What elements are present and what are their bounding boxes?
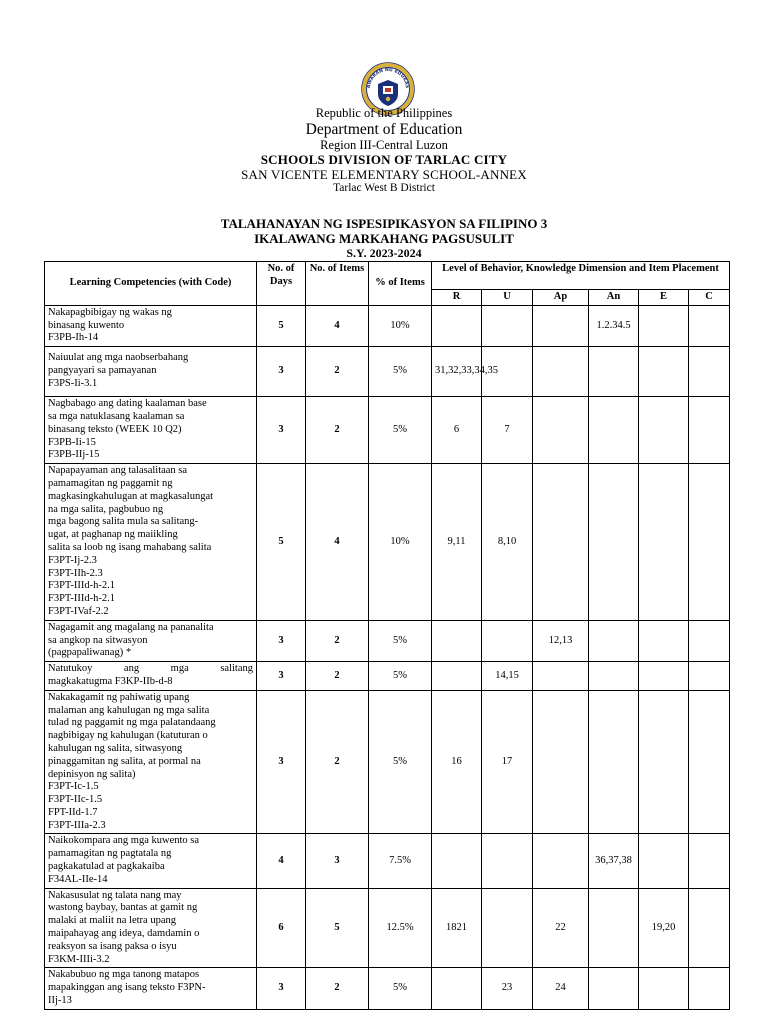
competency-line: F3KM-IIIi-3.2 [48,953,110,965]
table-row [45,888,730,968]
level-cell-e [639,620,689,661]
items-cell: 2 [306,347,369,397]
competency-line: sa angkop na sitwasyon [48,634,148,646]
competency-line: FPT-IId-1.7 [48,806,98,818]
competency-line: Nakasusulat ng talata nang may [48,889,182,901]
level-cell-an [589,620,639,661]
level-cell-an [589,888,639,968]
department-text: Department of Education [305,121,463,138]
header-competencies [45,262,257,306]
document-title: TALAHANAYAN NG ISPESIPIKASYON SA FILIPINO 3 [220,216,548,231]
competency-cell [45,888,257,968]
competency-line: salita sa loob ng isang mahabang salita [48,541,212,553]
level-cell-u [482,888,533,968]
competency-line: mga bagong salita mula sa salitang- [48,516,199,528]
item-number: 1.2.3 [596,319,618,331]
percent-cell: 7.5% [369,834,432,888]
competency-line: pinaggamitan ng salita, at pormal na [48,755,201,767]
republic-text: Republic of the Philippines [315,106,453,120]
items-cell: 4 [306,305,369,346]
item-number: 19, [651,921,665,933]
item-number: 15 [508,669,519,681]
level-cell-e [639,347,689,397]
items-cell: 2 [306,397,369,464]
level-cell-u [482,397,533,464]
level-cell-u [482,968,533,1009]
level-cell-c [689,305,730,346]
header-competencies-line: (with Code) [178,277,232,288]
header-level-u: U [482,290,533,306]
item-number: 8,10 [497,535,517,547]
table-row [45,620,730,661]
competency-line: depinisyon ng salita) [48,768,136,780]
competency-line: F3PT-IIId-h-2.1 [48,593,115,605]
percent-cell: 5% [369,397,432,464]
competency-line: malaki at maliit na letra upang [48,915,176,927]
header-days-line: Days [269,275,293,287]
competency-line: reaksyon sa isang paksa o isyu [48,940,177,952]
items-cell: 2 [306,662,369,691]
school-year: S.Y. 2023-2024 [346,246,422,260]
items-cell: 2 [306,690,369,834]
days-cell: 5 [257,305,306,346]
days-cell: 3 [257,397,306,464]
header-row [45,262,730,290]
level-cell-r [432,305,482,346]
level-cell-r [432,347,498,397]
competency-line: Nakakagamit ng pahiwatig upang [48,691,190,703]
items-cell: 2 [306,968,369,1009]
level-cell-r [432,397,482,464]
table-row [45,662,730,691]
item-number: 18 [446,921,457,933]
competency-line: maipahayag ang ideya, damdamin o [48,928,200,940]
days-cell: 6 [257,888,306,968]
percent-cell: 5% [369,690,432,834]
competency-line: wastong baybay, bantas at gamit ng [48,902,198,914]
document-subtitle: IKALAWANG MARKAHANG PAGSUSULIT [254,231,514,246]
level-cell-c [689,464,730,621]
competency-line: nagbibigay ng kahulugan (katuturan o [48,730,208,742]
level-cell-u [482,662,533,691]
level-cell-r [432,690,482,834]
competency-line: magkasingkahulugan at magkasalungat [48,490,214,502]
level-cell-ap [533,620,589,661]
percent-cell: 5% [369,347,432,397]
level-cell-c [689,347,730,397]
competency-line: Natutukoy ang mga salitang [48,663,253,675]
items-cell: 3 [306,834,369,888]
competency-cell [45,968,257,1009]
competency-line: F3PT-IIh-2.3 [48,567,103,579]
header-level-an: An [589,290,639,306]
level-cell-u [482,834,533,888]
school-text: SAN VICENTE ELEMENTARY SCHOOL-ANNEX [241,167,527,182]
days-cell: 4 [257,834,306,888]
days-cell: 3 [257,968,306,1009]
item-number: 5 [492,365,498,377]
competency-cell [45,464,257,621]
percent-cell: 5% [369,662,432,691]
competency-line: kahulugan ng salita, sitwasyong [48,742,183,754]
header-competencies-line: Learning [69,277,111,288]
item-number: 17 [501,755,513,767]
competency-line: (pagpapaliwanag) * [48,647,132,659]
competency-line: Napapayaman ang talasalitaan sa [48,465,188,477]
level-cell-u [482,690,533,834]
level-cell-an [589,464,639,621]
competency-line: ugat, at paghanap ng maiikling [48,529,178,541]
header-level-r: R [432,290,482,306]
item-number: 2,33, [453,365,475,377]
item-number: 24 [555,982,566,994]
level-cell-c [689,620,730,661]
level-cell-ap [533,888,589,968]
percent-cell: 5% [369,620,432,661]
level-cell-e [639,888,689,968]
competency-line: mapakinggan ang isang teksto F3PN- [48,982,206,994]
competency-cell [45,347,257,397]
competency-line: binasang teksto (WEEK 10 Q2) [48,423,182,435]
level-cell-ap [533,662,589,691]
days-cell: 5 [257,464,306,621]
level-cell-e [639,464,689,621]
level-cell-c [689,968,730,1009]
table-row [45,690,730,834]
competency-line: F3PT-IIIa-2.3 [48,819,106,831]
item-number: 38 [621,854,632,866]
percent-cell: 5% [369,968,432,1009]
level-cell-r [432,464,482,621]
item-number: 7 [504,423,510,435]
level-cell-r [432,968,482,1009]
competency-line: F3PT-IIc-1.5 [48,794,103,806]
header-percent [369,262,432,306]
header-percent-line: % of [375,277,398,288]
competency-cell [45,662,257,691]
competency-line: Nagagamit ang magalang na pananalita [48,621,214,633]
level-cell-ap [533,347,589,397]
item-number: 22 [555,921,566,933]
level-cell-ap [533,305,589,346]
competency-cell [45,690,257,834]
item-number: 21 [456,921,467,933]
competency-line: tulad ng paggamit ng mga palatandaang [48,717,216,729]
item-number: 20 [664,921,676,933]
district-text: Tarlac West B District [333,182,435,194]
level-cell-r [432,620,482,661]
percent-cell: 10% [369,464,432,621]
header-level-e: E [639,290,689,306]
item-number: 9, [447,535,456,547]
competency-line: na mga salita, pagbubuo ng [48,503,164,515]
table-row [45,464,730,621]
competency-cell [45,620,257,661]
competency-line: F3PT-IIId-h-2.1 [48,580,115,592]
specification-table [44,261,730,1010]
competency-cell [45,305,257,346]
level-cell-c [689,888,730,968]
level-cell-r [432,662,482,691]
competency-line: Nakabubuo ng mga tanong matapos [48,969,200,981]
items-cell: 2 [306,620,369,661]
level-cell-ap [533,690,589,834]
competency-cell [45,397,257,464]
level-cell-c [689,397,730,464]
level-cell-ap [533,834,589,888]
level-cell-r [432,834,482,888]
competency-cell [45,834,257,888]
days-cell: 3 [257,662,306,691]
item-number: 4.5 [617,319,631,331]
competency-line: F34AL-IIe-14 [48,873,108,885]
header-level: Level of Behavior, Knowledge Dimension and Item Placement [432,262,730,290]
competency-line: Nakapagbibigay ng wakas ng [48,306,172,318]
days-cell: 3 [257,620,306,661]
level-cell-u [482,620,533,661]
competency-line: F3PT-IVaf-2.2 [48,605,109,617]
competency-line: F3PB-IIj-15 [48,449,100,461]
level-cell-e [639,397,689,464]
level-cell-c [689,690,730,834]
level-cell-an [589,347,639,397]
header-level-c: C [689,290,730,306]
level-cell-an [589,662,639,691]
level-cell-e [639,690,689,834]
level-cell-an [589,397,639,464]
header-items [306,262,369,306]
competency-line: F3PB-Ii-15 [48,436,96,448]
item-number: 16 [451,755,462,767]
item-number: 36, [595,854,609,866]
level-cell-e [639,662,689,691]
level-cell-an [589,968,639,1009]
svg-text:KAGAWARAN NG EDUKASYON: AWARAN NG EDUKAS [366,67,410,89]
item-number: 31,3 [435,365,454,377]
level-cell-e [639,968,689,1009]
competency-line: pamamagitan ng pagtatala ng [48,848,172,860]
region-text: Region III-Central Luzon [320,138,448,152]
level-cell-an [589,690,639,834]
level-cell-c [689,662,730,691]
level-cell-c [689,834,730,888]
header-items-line: Items [339,263,365,274]
item-number: 34,3 [474,365,493,377]
competency-line: IIj-13 [48,995,72,1007]
percent-cell: 12.5% [369,888,432,968]
header-days [257,262,306,306]
header-days-line: No. of [267,263,295,274]
competency-line: F3PS-Ii-3.1 [48,378,98,390]
competency-line: Naikokompara ang mga kuwento sa [48,835,200,847]
competency-line: binasang kuwento [48,319,125,331]
competency-line: pangyayari sa pamayanan [48,365,157,377]
competency-line: Naiuulat ang mga naobserbahang [48,352,189,364]
items-cell: 4 [306,464,369,621]
percent-cell: 10% [369,305,432,346]
item-number: 14, [495,669,509,681]
competency-line: pagkakatulad at pagkakaiba [48,861,165,873]
header-items-line: No. of [309,263,337,274]
level-cell-an [589,834,639,888]
item-number: 37, [608,854,622,866]
header-competencies-line: Competencies [113,277,177,288]
level-cell-u [482,305,533,346]
item-number: 23 [501,982,513,994]
level-cell-u [482,464,533,621]
competency-line: F3PT-Ij-2.3 [48,554,97,566]
table-row [45,397,730,464]
competency-line: malaman ang kahulugan ng mga salita [48,704,210,716]
competency-line: magkakatugma F3KP-IIb-d-8 [48,675,173,687]
level-cell-r [432,888,482,968]
level-cell-ap [533,464,589,621]
level-cell-ap [533,397,589,464]
days-cell: 3 [257,347,306,397]
days-cell: 3 [257,690,306,834]
competency-line: Nagbabago ang dating kaalaman base [48,398,207,410]
level-cell-e [639,834,689,888]
table-row [45,834,730,888]
table-row [45,968,730,1009]
table-row [45,305,730,346]
competency-line: F3PT-Ic-1.5 [48,781,99,793]
item-number: 12,13 [548,634,573,646]
competency-line: F3PB-Ih-14 [48,332,99,344]
table-body [45,305,730,1009]
item-number: 6 [453,423,460,435]
division-text: SCHOOLS DIVISION OF TARLAC CITY [260,152,508,167]
item-number: 11 [455,535,466,547]
level-cell-ap [533,968,589,1009]
header-level-ap: Ap [533,290,589,306]
level-cell-an [589,305,639,346]
competency-line: sa mga natuklasang kaalaman sa [48,410,185,422]
items-cell: 5 [306,888,369,968]
header-percent-line: Items [399,277,425,288]
competency-line: pamamagitan ng paggamit ng [48,477,173,489]
level-cell-e [639,305,689,346]
table-row [45,347,730,397]
